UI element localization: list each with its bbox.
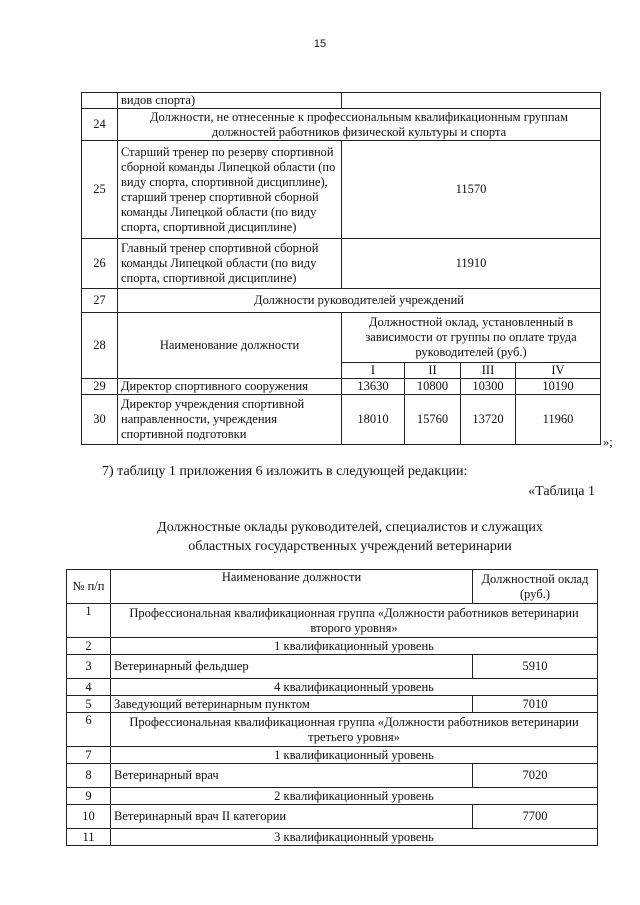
section-heading: Должности руководителей учреждений [118,289,601,313]
row-number: 4 [67,679,111,696]
row-number: 2 [67,638,111,655]
row-number: 29 [82,379,118,395]
position-name: Главный тренер спортивной сборной команды Липецкой области (по виду спорта, спортивной дисциплине) [118,239,342,289]
salary-value: 11570 [342,141,601,239]
qualification-level: 2 квалификационный уровень [111,788,598,805]
qualification-group: Профессиональная квалификационная группа «Должности работников ветеринарии третьего уровня» [111,713,598,747]
table-row [67,604,598,638]
group-header: III [461,363,516,379]
salary-value: 18010 [342,395,405,445]
table-row [82,313,601,363]
table-row [67,655,598,679]
qualification-group: Профессиональная квалификационная группа «Должности работников ветеринарии второго уровня» [111,604,598,638]
table-header-row [67,570,598,604]
table-row [67,747,598,764]
page-number: 15 [313,38,327,50]
table-row [82,93,601,109]
row-number: 6 [67,713,111,747]
row-number: 5 [67,696,111,713]
position-name: Заведующий ветеринарным пунктом [111,696,473,713]
salary-value: 15760 [405,395,461,445]
row-number: 25 [82,141,118,239]
table-title-line: Должностные оклады руководителей, специалистов и служащих [157,520,543,535]
table-row [82,289,601,313]
row-number: 10 [67,805,111,829]
salary-value: 11960 [516,395,601,445]
salary-value: 5910 [473,655,598,679]
salary-value: 13720 [461,395,516,445]
salary-value: 13630 [342,379,405,395]
position-name: Директор учреждения спортивной направленности, учреждения спортивной подготовки [118,395,342,445]
table-row [67,805,598,829]
row-number: 27 [82,289,118,313]
salary-value: 10190 [516,379,601,395]
row-number: 30 [82,395,118,445]
qualification-level: 4 квалификационный уровень [111,679,598,696]
table-row [67,679,598,696]
position-name: Ветеринарный врач II категории [111,805,473,829]
amendment-paragraph: 7) таблицу 1 приложения 6 изложить в следующей редакции: [102,464,468,479]
row-number: 26 [82,239,118,289]
table-label: «Таблица 1 [528,484,595,499]
group-header: II [405,363,461,379]
position-name: Старший тренер по резерву спортивной сборной команды Липецкой области (по виду спорта, спортивной дисциплине), старший тренер спортивной сборной команды Липецкой области (по виду спорта, спортивной дисциплине) [118,141,342,239]
veterinary-salary-table [66,569,598,846]
qualification-level: 1 квалификационный уровень [111,747,598,764]
table-row [82,109,601,141]
table-row [67,788,598,805]
row-number: 24 [82,109,118,141]
table-row [67,829,598,846]
group-header: IV [516,363,601,379]
group-header: I [342,363,405,379]
table-row [82,239,601,289]
salary-value: 10300 [461,379,516,395]
qualification-level: 1 квалификационный уровень [111,638,598,655]
column-header-number: № п/п [67,570,111,604]
table-row [67,638,598,655]
column-header-salary: Должностной оклад, установленный в зависимости от группы по оплате труда руководителей (руб.) [342,313,601,363]
table-row [82,395,601,445]
position-name: Директор спортивного сооружения [118,379,342,395]
table-row [67,713,598,747]
table-row [67,696,598,713]
salary-value: 7020 [473,764,598,788]
row-number: 3 [67,655,111,679]
cell-continuation: видов спорта) [118,93,342,109]
table-row [67,764,598,788]
table-row [82,141,601,239]
table-title-line: областных государственных учреждений ветеринарии [188,539,512,554]
row-number: 1 [67,604,111,638]
table-title [100,518,600,556]
salary-value: 7700 [473,805,598,829]
section-heading: Должности, не отнесенные к профессиональным квалификационным группам должностей работников физической культуры и спорта [118,109,601,141]
column-header-salary: Должностной оклад (руб.) [473,570,598,604]
column-header-name: Наименование должности [111,570,473,604]
row-number: 28 [82,313,118,379]
row-number: 7 [67,747,111,764]
table-row [82,379,601,395]
position-name: Ветеринарный фельдшер [111,655,473,679]
row-number: 8 [67,764,111,788]
row-number: 9 [67,788,111,805]
salary-value: 11910 [342,239,601,289]
position-name: Ветеринарный врач [111,764,473,788]
row-number: 11 [67,829,111,846]
qualification-level: 3 квалификационный уровень [111,829,598,846]
salary-value: 7010 [473,696,598,713]
closing-quote: »; [603,435,613,449]
salary-value: 10800 [405,379,461,395]
column-header-name: Наименование должности [118,313,342,379]
sports-salary-table [81,92,601,445]
